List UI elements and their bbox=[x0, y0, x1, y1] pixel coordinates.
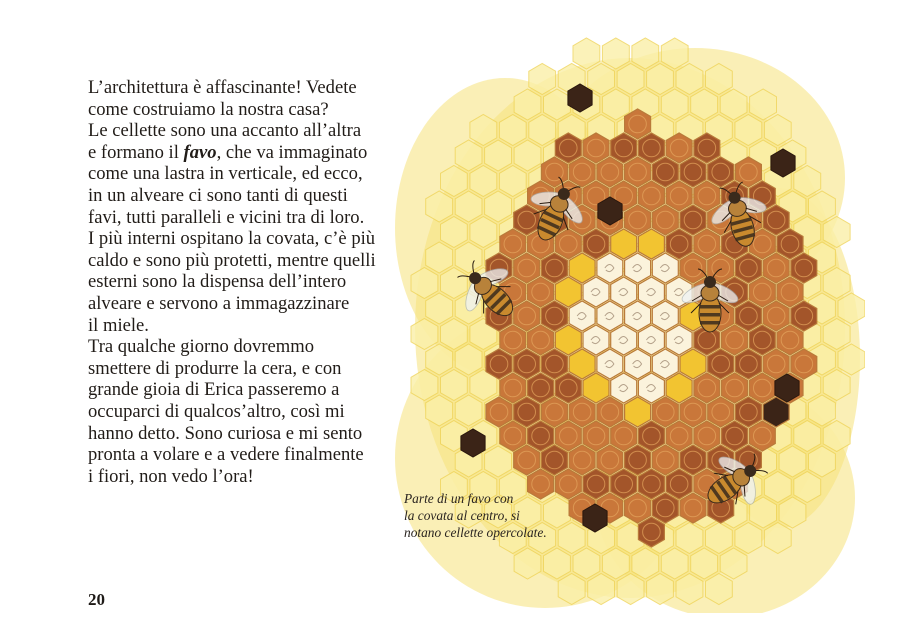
text-line: come costruiamo la nostra casa? bbox=[88, 98, 329, 120]
text-line: favi, tutti paralleli e vicini tra di loro. bbox=[88, 206, 365, 228]
text-line: smettere di produrre la cera, e con bbox=[88, 357, 342, 379]
text-line: in un alveare ci sono tanti di questi bbox=[88, 184, 348, 206]
text-line: Le cellette sono una accanto all’altra bbox=[88, 120, 362, 142]
text-line bbox=[88, 142, 406, 164]
text-fragment: e formano il bbox=[88, 141, 184, 163]
emphasized-term-favo: favo bbox=[183, 141, 217, 163]
text-line: alveare e servono a immagazzinare bbox=[88, 292, 350, 314]
illustration-caption bbox=[404, 490, 574, 541]
text-line: I più interni ospitano la covata, c’è più bbox=[88, 228, 376, 250]
caption-line: Parte di un favo con bbox=[404, 491, 514, 506]
caption-line: notano cellette opercolate. bbox=[404, 525, 547, 540]
text-line: come una lastra in verticale, ed ecco, bbox=[88, 163, 363, 185]
text-line: esterni sono la dispensa dell’intero bbox=[88, 271, 347, 293]
body-text bbox=[88, 77, 406, 487]
text-line: pronta a volare e a vedere finalmente bbox=[88, 444, 364, 466]
text-line: grande gioia di Erica passeremo a bbox=[88, 379, 340, 401]
text-fragment: , che va immaginato bbox=[216, 141, 368, 163]
text-line: caldo e sono più protetti, mentre quelli bbox=[88, 249, 376, 271]
text-line: hanno detto. Sono curiosa e mi sento bbox=[88, 422, 363, 444]
page-number: 20 bbox=[88, 590, 105, 609]
text-line: i fiori, non vedo l’ora! bbox=[88, 465, 254, 487]
text-line: Tra qualche giorno dovremmo bbox=[88, 336, 315, 358]
text-line: occuparci di qualcos’altro, così mi bbox=[88, 400, 345, 422]
text-line: il miele. bbox=[88, 314, 149, 336]
text-line: L’architettura è affascinante! Vedete bbox=[88, 77, 357, 98]
caption-line: la covata al centro, si bbox=[404, 508, 520, 523]
